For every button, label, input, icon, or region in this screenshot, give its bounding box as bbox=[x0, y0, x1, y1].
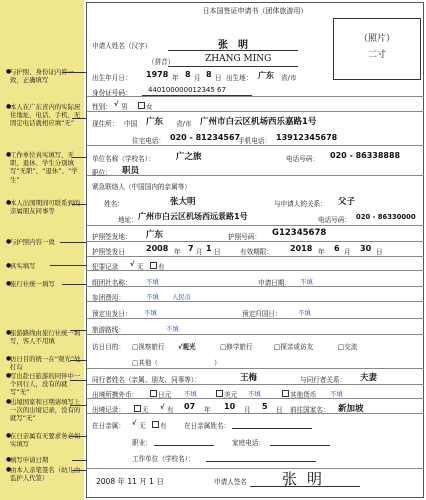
depart-field[interactable]: 不填 bbox=[144, 309, 157, 317]
form-title: 日本国签证申请书（团体旅游用） bbox=[202, 7, 308, 15]
row-divider bbox=[86, 256, 424, 257]
passport-place-label: 护照签发地： bbox=[92, 233, 132, 241]
year-unit: 年 bbox=[172, 74, 179, 82]
em-address-label: 地址： bbox=[118, 216, 138, 224]
purpose-label: 访日目的： bbox=[92, 343, 125, 351]
relatives-phone-label: 家庭电话： bbox=[232, 439, 265, 447]
birth-year-field[interactable]: 1978 bbox=[146, 70, 169, 79]
underline bbox=[142, 95, 252, 96]
exit-yes-check[interactable]: √ bbox=[160, 403, 165, 411]
mobile-label: 手机电话： bbox=[238, 137, 271, 145]
year-unit: 年 bbox=[204, 406, 211, 414]
female-checkbox[interactable] bbox=[138, 102, 145, 109]
apply-date-field[interactable]: 不填 bbox=[300, 278, 313, 286]
employer-phone-label: 电话号码： bbox=[286, 155, 319, 163]
relatives-none-check[interactable]: √ bbox=[132, 419, 137, 427]
address-label: 现住所： bbox=[92, 120, 119, 128]
companion-relation-label: 与同行者关系： bbox=[300, 376, 347, 384]
fee-field[interactable]: 不填 bbox=[146, 293, 159, 301]
sign-date[interactable]: 2008 年 11 月 1 日 bbox=[96, 477, 164, 486]
em-relation-label: 与申请人的关系： bbox=[274, 200, 327, 208]
relatives-none-option: 无 bbox=[139, 422, 146, 430]
note-purpose: ● 访日目的统一在“观光”处打勾 bbox=[6, 355, 81, 372]
row-divider bbox=[86, 368, 424, 369]
crime-none-check[interactable]: √ bbox=[130, 260, 135, 268]
relatives-name-label: 在日亲属姓名： bbox=[184, 422, 231, 430]
sign-label: 申请人签名 bbox=[214, 478, 247, 486]
mobile-field[interactable]: 13912345678 bbox=[276, 133, 338, 142]
note-emergency: ● 本人出国期间可联系到的亲属朋友同事等 bbox=[6, 199, 81, 216]
male-option: 男 bbox=[121, 103, 128, 111]
row-divider bbox=[86, 384, 424, 385]
year-unit: 年 bbox=[174, 248, 181, 256]
note-exit: ● 出境国家和日期请填写上一次的出境记录，没有的就写“无” bbox=[6, 398, 81, 423]
home-phone-field[interactable]: 020 - 81234567 bbox=[170, 133, 241, 142]
note-passport: ● 与护照内容一致 bbox=[6, 238, 55, 246]
purpose-other-close: ） bbox=[214, 359, 221, 367]
photo-box bbox=[333, 18, 421, 80]
em-relation-field[interactable]: 父子 bbox=[338, 197, 356, 207]
female-option: 女 bbox=[146, 103, 153, 111]
pinyin-label: （拼音） bbox=[148, 58, 175, 66]
companion-label: 同行者姓名（亲属、朋友、同事等）： bbox=[92, 376, 201, 384]
note-date: ● 填写申请日期 bbox=[6, 456, 49, 464]
money-yen-checkbox[interactable] bbox=[150, 390, 157, 397]
purpose-option-study[interactable]: □修学旅行 bbox=[220, 343, 253, 351]
depart-label: 预定出发日： bbox=[92, 310, 132, 318]
birth-month-field[interactable]: 8 bbox=[185, 70, 191, 79]
row-divider bbox=[86, 96, 424, 97]
money-other-option: 其他货币 bbox=[290, 391, 317, 399]
row-divider bbox=[86, 413, 424, 414]
birthplace-field[interactable]: 广东 bbox=[258, 71, 274, 80]
note-relatives: ● 在日亲属有无要求务必如实填写 bbox=[6, 432, 81, 449]
row-divider bbox=[86, 225, 424, 226]
purpose-option-exchange[interactable]: □交流 bbox=[338, 343, 358, 351]
exit-month-field[interactable]: 10 bbox=[224, 402, 236, 411]
birth-label: 出生年月日： bbox=[92, 74, 132, 82]
return-field[interactable]: 不填 bbox=[298, 309, 311, 317]
month-unit: 月 bbox=[194, 74, 201, 82]
day-unit: 日 bbox=[276, 406, 283, 414]
passport-expiry-label: 有效期限： bbox=[240, 248, 273, 256]
underline bbox=[206, 461, 316, 462]
day-unit: 日 bbox=[376, 248, 383, 256]
money-label: 出境所携外币： bbox=[92, 391, 139, 399]
issue-month-field[interactable]: 7 bbox=[188, 244, 194, 253]
group-field[interactable]: 不填 bbox=[146, 278, 159, 286]
crime-label: 犯罪记录 bbox=[92, 263, 119, 271]
employer-phone-field[interactable]: 020 - 86338888 bbox=[330, 151, 401, 160]
relatives-yes-option: 有 bbox=[160, 422, 167, 430]
underline bbox=[232, 428, 312, 429]
row-divider bbox=[86, 468, 424, 469]
employer-label: 单位名称（学校名）： bbox=[92, 155, 155, 163]
photo-size: 二寸 bbox=[367, 50, 386, 60]
money-other-checkbox[interactable] bbox=[282, 390, 289, 397]
money-yen-option: 日元 bbox=[158, 391, 172, 399]
note-crime: ● 真实填写 bbox=[6, 262, 36, 270]
relatives-occupation-label: 职业： bbox=[132, 439, 152, 447]
em-phone-field[interactable]: 020 - 86330000 bbox=[356, 213, 416, 221]
em-name-field[interactable]: 张大明 bbox=[170, 197, 196, 207]
work-unit-label: 工作单位（学校名）： bbox=[132, 455, 195, 463]
expiry-month-field[interactable]: 6 bbox=[334, 244, 340, 253]
route-field[interactable]: 不填 bbox=[166, 325, 179, 333]
passport-no-field[interactable]: G12345678 bbox=[272, 228, 327, 238]
employer-field[interactable]: 广之旅 bbox=[176, 152, 202, 162]
id-number-field[interactable]: 440100000012345 67 bbox=[148, 86, 226, 94]
emergency-label: 紧急联络人（中国国内的亲属等） bbox=[92, 183, 191, 191]
month-unit: 月 bbox=[244, 406, 251, 414]
birth-day-field[interactable]: 8 bbox=[206, 70, 212, 79]
exit-none-checkbox[interactable] bbox=[134, 405, 141, 412]
row-divider bbox=[86, 145, 424, 146]
applicant-signature[interactable]: 张明 bbox=[282, 470, 333, 488]
month-unit: 月 bbox=[196, 248, 203, 256]
exit-record-label: 出境记录： bbox=[92, 406, 125, 414]
name-cn-field[interactable]: 张 明 bbox=[218, 40, 248, 51]
money-usd-option: 美元 bbox=[224, 391, 238, 399]
day-unit: 日 bbox=[214, 248, 221, 256]
note-employer: ● 工作单位真实填写，无职，退休、学生分别填写“无职”、“退休”、“学生” bbox=[6, 151, 78, 184]
home-phone-label: 住宅电话： bbox=[132, 137, 165, 145]
row-divider bbox=[86, 286, 424, 287]
note-address: ● 本人在广东省内的实际居住地址、电话、手机、无固定电话就相应填“无” bbox=[6, 103, 81, 128]
id-label: 身份证号码： bbox=[92, 89, 132, 97]
note-signature: ● 由本人亲笔签名（幼儿由监护人代签） bbox=[6, 466, 81, 483]
birthplace-label: 出生地： bbox=[226, 74, 253, 82]
row-divider bbox=[86, 111, 424, 112]
fee-unit: 人民币 bbox=[172, 293, 192, 301]
issue-day-field[interactable]: 1 bbox=[206, 244, 212, 253]
underline bbox=[168, 50, 298, 51]
note-identity: ● 与护照、身份证内容一致，正确填写 bbox=[6, 68, 74, 85]
day-unit: 日 bbox=[215, 74, 222, 82]
exit-day-field[interactable]: 5 bbox=[262, 402, 268, 411]
expiry-year-field[interactable]: 2018 bbox=[290, 244, 313, 253]
passport-place-field[interactable]: 广东 bbox=[146, 230, 164, 240]
province-unit: 省/市 bbox=[281, 74, 297, 82]
em-phone-label: 电话号码： bbox=[318, 216, 351, 224]
exit-country-label: 前往国家名： bbox=[290, 406, 330, 414]
row-divider bbox=[86, 334, 424, 335]
year-unit: 年 bbox=[318, 248, 325, 256]
leader-line bbox=[50, 265, 90, 266]
money-other-field[interactable]: 不填 bbox=[330, 390, 343, 398]
gender-label: 性别： bbox=[92, 103, 112, 111]
underline bbox=[168, 66, 298, 67]
province-unit: 省/市 bbox=[176, 120, 192, 128]
purpose-option-other[interactable]: □其他（ bbox=[132, 359, 159, 367]
money-yen-field[interactable]: 不填 bbox=[184, 390, 197, 398]
issue-year-field[interactable]: 2008 bbox=[146, 244, 169, 253]
name-cn-label: 申请人姓名（汉字） bbox=[92, 42, 152, 50]
passport-issue-label: 护照签发日 bbox=[92, 248, 125, 256]
underline bbox=[154, 445, 214, 446]
companion-relation-field[interactable]: 夫妻 bbox=[360, 373, 378, 383]
note-companion: ● 写出赴日旅游的同伴中一个同行人，没有的就写“无” bbox=[6, 372, 81, 397]
purpose-option-sightseeing[interactable]: √观光 bbox=[178, 343, 196, 351]
address-province-field[interactable]: 广东 bbox=[146, 117, 164, 127]
apply-date-label: 申请日期： bbox=[258, 279, 291, 287]
purpose-option-inspection[interactable]: □视察旅行 bbox=[132, 343, 165, 351]
group-label: 组团社名称： bbox=[92, 279, 132, 287]
expiry-day-field[interactable]: 30 bbox=[360, 244, 372, 253]
crime-yes-option: 有 bbox=[158, 263, 165, 271]
passport-no-label: 护照号码： bbox=[228, 233, 261, 241]
month-unit: 月 bbox=[344, 248, 351, 256]
position-field[interactable]: 职员 bbox=[122, 166, 140, 176]
position-label: 职位： bbox=[92, 169, 112, 177]
fee-label: 参团费用： bbox=[92, 294, 125, 302]
note-route: ● 旅游路线由旅行社统一填写，客人不用填 bbox=[6, 329, 81, 346]
companion-field[interactable]: 王梅 bbox=[240, 373, 258, 383]
male-checkmark[interactable]: √ bbox=[114, 100, 119, 108]
return-label: 预定归国日： bbox=[242, 310, 282, 318]
address-street-field[interactable]: 广州市白云区机场西乐嘉路1号 bbox=[200, 117, 317, 127]
row-divider bbox=[86, 301, 424, 302]
row-divider bbox=[86, 241, 424, 242]
address-country: 中国 bbox=[124, 120, 138, 128]
underline bbox=[250, 486, 360, 487]
relatives-yes-checkbox[interactable] bbox=[152, 421, 159, 428]
underline bbox=[270, 445, 330, 446]
photo-title: （照片） bbox=[358, 34, 395, 44]
route-label: 旅游路线： bbox=[92, 326, 125, 334]
crime-yes-checkbox[interactable] bbox=[150, 262, 157, 269]
exit-yes-option: 有 bbox=[167, 406, 174, 414]
relatives-label: 在日亲属： bbox=[92, 422, 125, 430]
em-name-label: 姓名： bbox=[104, 200, 124, 208]
em-address-field[interactable]: 广州市白云区机场西远景路1号 bbox=[138, 212, 248, 221]
purpose-option-visit[interactable]: □探亲或访友 bbox=[274, 343, 314, 351]
money-usd-checkbox[interactable] bbox=[216, 390, 223, 397]
name-pinyin-field[interactable]: ZHANG MING bbox=[205, 54, 272, 64]
note-agency: ● 旅行社统一填写 bbox=[6, 280, 55, 288]
exit-country-field[interactable]: 新加坡 bbox=[338, 404, 364, 414]
money-usd-field[interactable]: 不填 bbox=[248, 390, 261, 398]
crime-none-option: 无 bbox=[137, 263, 144, 271]
exit-none-option: 无 bbox=[142, 406, 149, 414]
row-divider bbox=[86, 318, 424, 319]
exit-year-field[interactable]: 07 bbox=[184, 402, 196, 411]
